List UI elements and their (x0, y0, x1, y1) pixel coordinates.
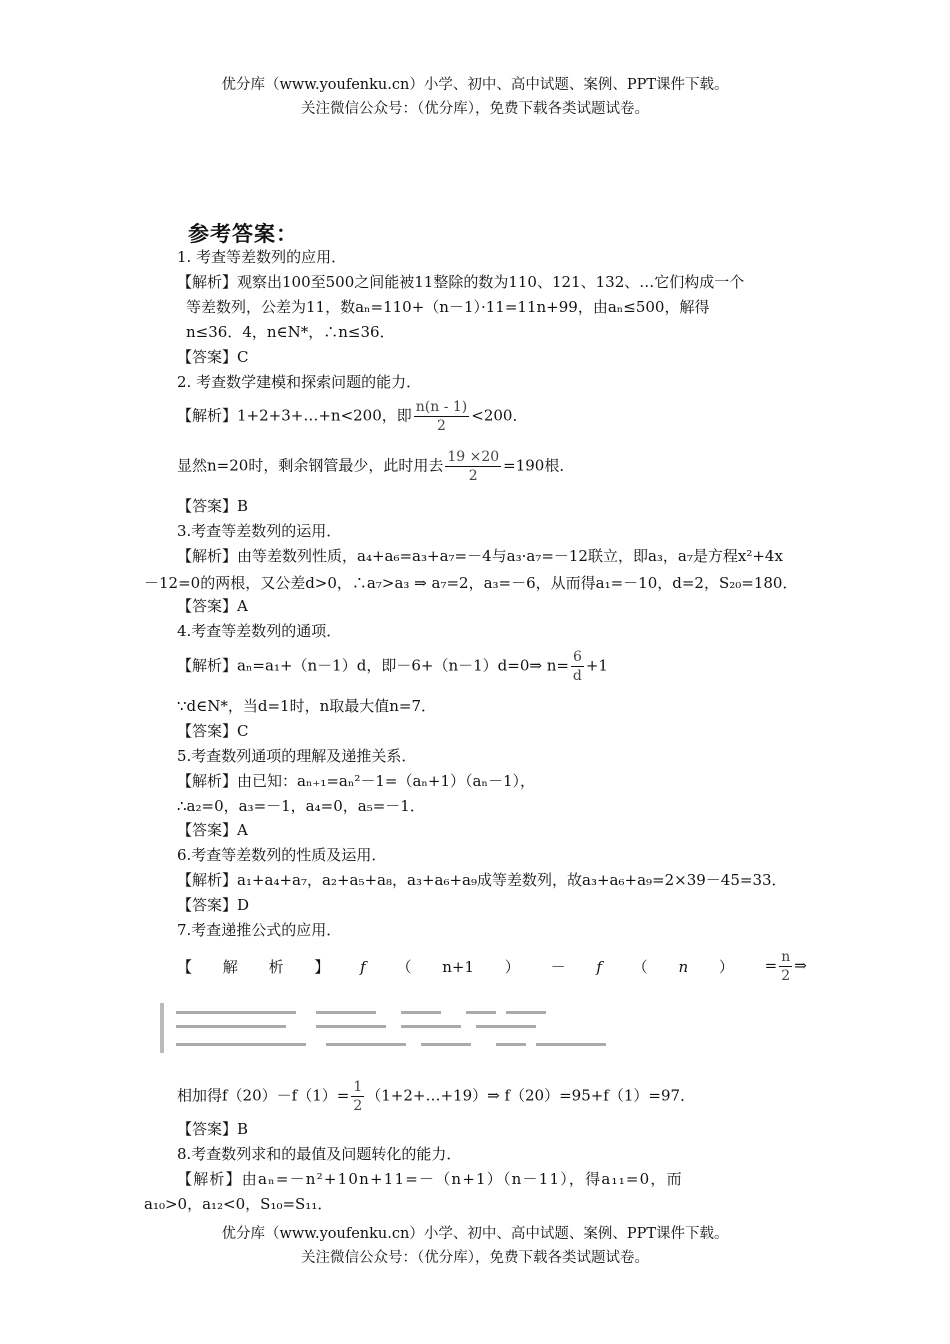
q7-analysis-line1 (177, 948, 807, 985)
q2-analysis-line2 (177, 448, 574, 485)
equation-row (176, 1025, 596, 1029)
q7-part: － (550, 958, 566, 976)
q2-fraction-2 (445, 448, 501, 485)
q2-line2-text-b: =190根． (503, 456, 575, 475)
q2-line2-text-a: 显然n=20时，剩余钢管最少，此时用去 (177, 456, 444, 475)
q4-analysis-text-b: +1 (585, 656, 608, 675)
q7-part: （ (632, 958, 648, 976)
q7-equation-tail (765, 948, 807, 985)
q7-sum-fraction (351, 1078, 364, 1115)
q4-topic: 4.考查等差数列的通项． (177, 622, 342, 640)
equation-row (176, 1011, 596, 1015)
q3-analysis-line1: 【解析】由等差数列性质，a₄+a₆=a₃+a₇=－4与a₃·a₇=－12联立，即a₃，a₇是方程x²+4x (177, 547, 783, 565)
q7-part: ） (718, 958, 734, 976)
q4-analysis-text-a: 【解析】aₙ=a₁+（n－1）d，即－6+（n－1）d=0⇒ n= (177, 656, 569, 675)
q7-part: 析 (268, 958, 284, 976)
q7-sum-text-a: 相加得f（20）－f（1）= (177, 1086, 350, 1105)
q7-fraction-den: 2 (781, 968, 791, 984)
q8-analysis-line2: a₁₀>0，a₁₂<0，S₁₀=S₁₁． (144, 1195, 333, 1213)
page-footer-line1: 优分库（www.youfenku.cn）小学、初中、高中试题、案例、PPT课件下载。 (221, 1226, 729, 1242)
q7-topic: 7.考查递推公式的应用． (177, 921, 342, 939)
q6-answer: 【答案】D (177, 896, 250, 914)
q5-topic: 5.考查数列通项的理解及递推关系． (177, 747, 417, 765)
q7-part: 【 (177, 958, 193, 976)
q7-fraction-num: n (781, 949, 791, 965)
q5-answer: 【答案】A (177, 821, 248, 839)
q4-answer: 【答案】C (177, 722, 249, 740)
equation-row (176, 1043, 616, 1047)
q1-analysis-line2: 等差数列，公差为11，数aₙ=110+（n－1）·11=11n+99，由aₙ≤500，解得 (186, 298, 710, 316)
q4-fraction-den: d (572, 668, 582, 684)
q4-analysis-line2: ∵d∈N*，当d=1时，n取最大值n=7． (177, 697, 437, 715)
q3-topic: 3.考查等差数列的运用． (177, 522, 342, 540)
q8-topic: 8.考查数列求和的最值及问题转化的能力． (177, 1145, 462, 1163)
q2-fraction-1-den: 2 (437, 418, 446, 434)
q7-answer: 【答案】B (177, 1120, 249, 1138)
q7-part: ） (504, 958, 520, 976)
answers-title: 参考答案： (188, 221, 298, 246)
q2-fraction-1-num: n(n - 1) (415, 399, 468, 415)
q7-fraction (779, 948, 792, 985)
q6-topic: 6.考查等差数列的性质及运用． (177, 846, 387, 864)
q1-analysis-line1: 【解析】观察出100至500之间能被11整除的数为110、121、132、…它们构成一个 (177, 273, 745, 291)
q6-analysis-line1: 【解析】a₁+a₄+a₇，a₂+a₅+a₈，a₃+a₆+a₉成等差数列，故a₃+a₆+a₉=2×39－45=33． (177, 871, 787, 889)
q7-part: = (764, 956, 778, 975)
q2-analysis-line1 (177, 398, 527, 435)
q2-answer: 【答案】B (177, 497, 249, 515)
q2-analysis-text-b: <200． (471, 406, 528, 425)
left-brace-icon (160, 1003, 170, 1053)
q8-analysis-line1: 【解析】由aₙ=－n²+10n+11=－（n+1）（n－11），得a₁₁=0，而 (177, 1170, 683, 1188)
q3-answer: 【答案】A (177, 597, 248, 615)
q1-topic: 1. 考查等差数列的应用． (177, 248, 347, 266)
q1-answer: 【答案】C (177, 348, 249, 366)
q7-sum-fraction-den: 2 (353, 1098, 363, 1114)
page-header-line2: 关注微信公众号：（优分库），免费下载各类试题试卷。 (301, 101, 649, 117)
q7-part: 解 (222, 958, 238, 976)
q4-fraction (571, 648, 584, 685)
q2-fraction-2-num: 19 ×20 (447, 449, 500, 465)
q7-sum-text-b: （1+2+…+19）⇒ f（20）=95+f（1）=97． (366, 1086, 696, 1105)
q7-sum-fraction-num: 1 (353, 1079, 363, 1095)
q7-part: n+1 (442, 957, 475, 976)
q7-part: f (596, 957, 602, 976)
q7-part: 】 (314, 958, 330, 976)
q3-analysis-line2: －12=0的两根，又公差d>0，∴a₇>a₃ ⇒ a₇=2，a₃=－6，从而得a₁=－10，d=2，S₂₀=180． (144, 574, 798, 592)
q7-arrow: ⇒ (794, 956, 807, 975)
q2-fraction-1 (414, 398, 470, 435)
q7-part: n (678, 957, 689, 976)
q7-part: （ (396, 958, 412, 976)
q7-part: f (360, 957, 366, 976)
page-footer-line2: 关注微信公众号：（优分库），免费下载各类试题试卷。 (301, 1250, 649, 1266)
q2-fraction-2-den: 2 (468, 468, 478, 484)
q2-topic: 2. 考查数学建模和探索问题的能力． (177, 373, 422, 391)
q7-sum-line (177, 1078, 695, 1115)
q4-fraction-num: 6 (572, 649, 582, 665)
q4-analysis-line1 (177, 648, 608, 685)
page-header-line1: 优分库（www.youfenku.cn）小学、初中、高中试题、案例、PPT课件下载。 (221, 77, 729, 93)
q2-analysis-text-a: 【解析】1+2+3+…+n<200，即 (177, 406, 412, 425)
q5-analysis-line2: ∴a₂=0，a₃=－1，a₄=0，a₅=－1． (177, 797, 425, 815)
q5-analysis-line1: 【解析】由已知：aₙ₊₁=aₙ²－1=（aₙ+1）（aₙ－1）， (177, 772, 536, 790)
q7-equation-system-image (160, 1003, 600, 1053)
q1-analysis-line3: n≤36．4，n∈N*，∴n≤36． (186, 323, 395, 341)
